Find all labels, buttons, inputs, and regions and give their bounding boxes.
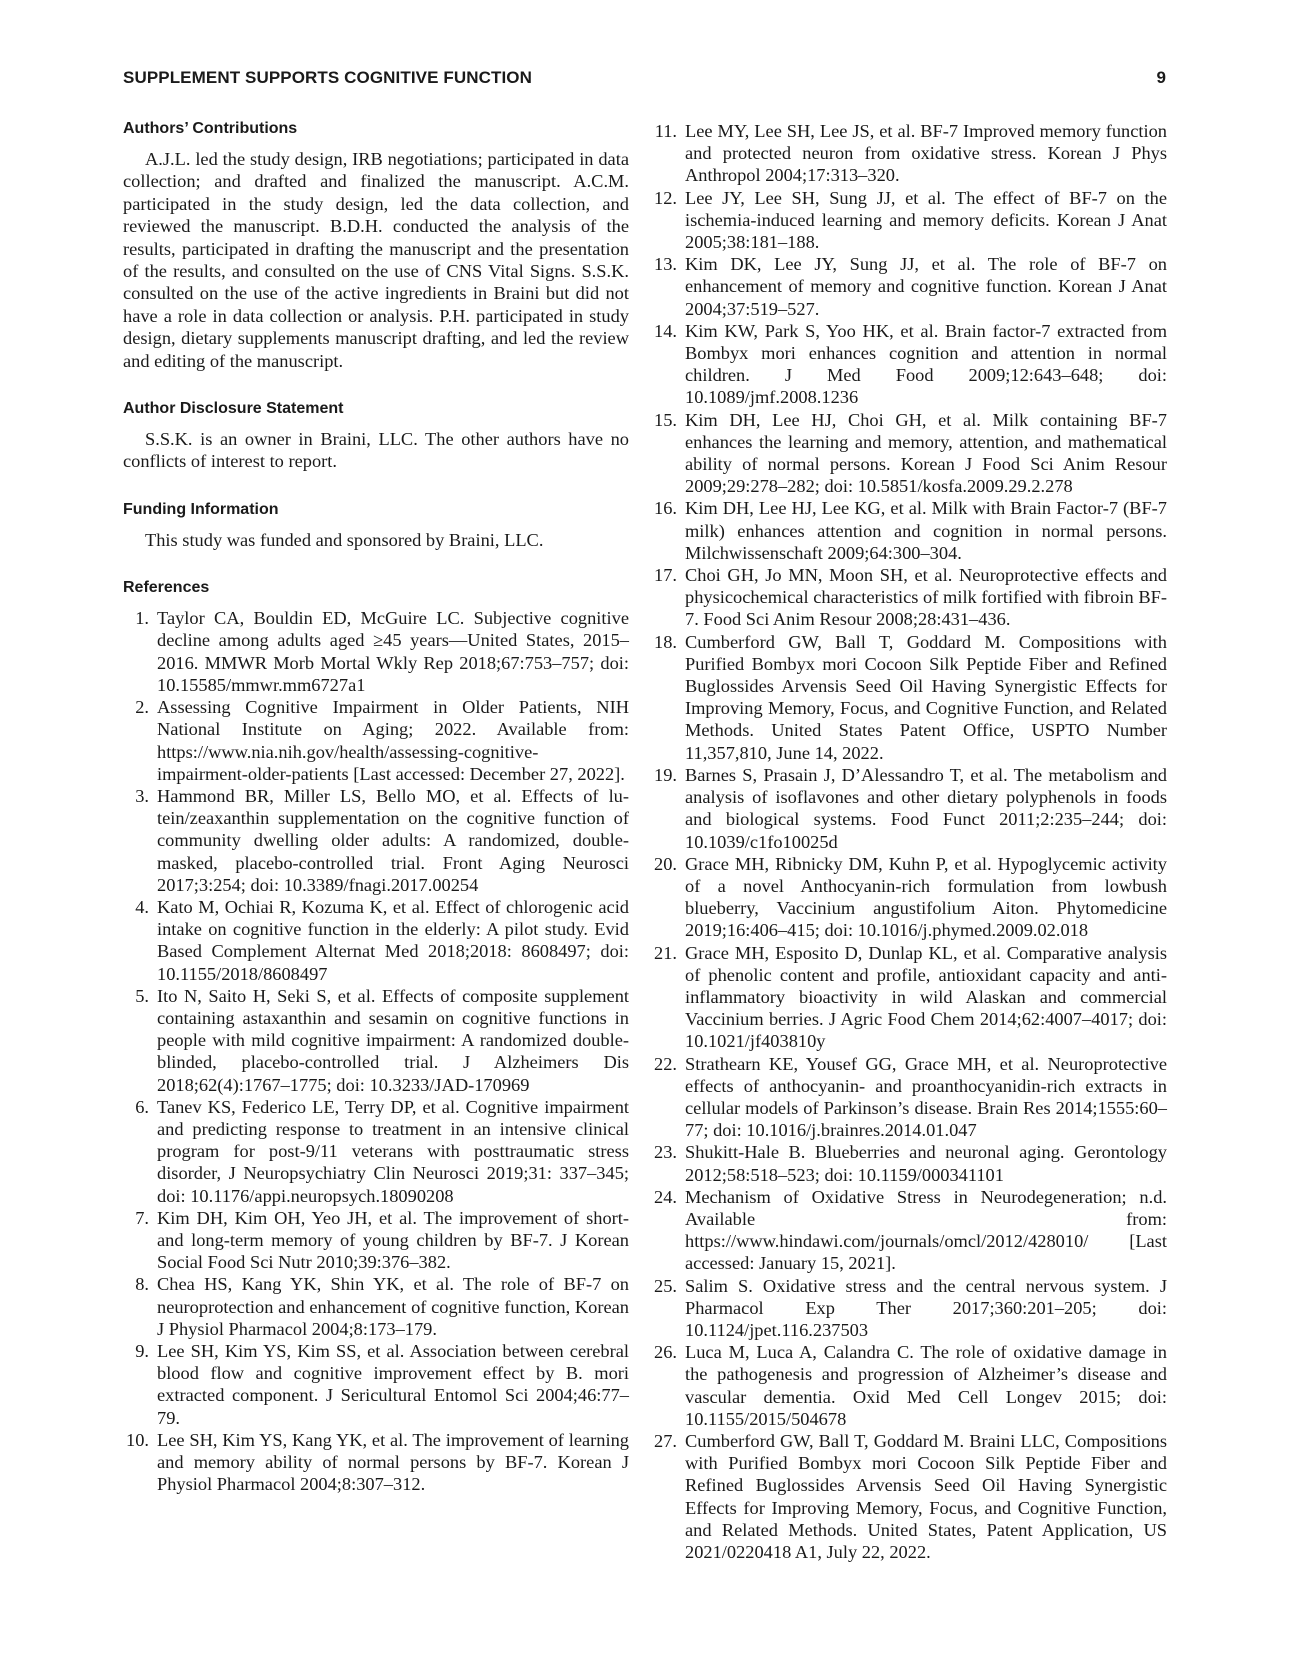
reference-item xyxy=(651,409,1167,498)
reference-number: 27. xyxy=(654,1430,677,1451)
reference-item xyxy=(651,1053,1167,1142)
reference-text: Tanev KS, Federico LE, Terry DP, et al. Cognitive impairment and predicting response to treatment in an intensive clinical program for post-9/11 veterans with posttraumatic stress disorder, J Neuropsychiatry Clin Neurosci 2019;31: 337–345; doi: 10.1176/appi.neuropsych.18090208 xyxy=(157,1096,629,1206)
funding-text: This study was funded and sponsored by Braini, LLC. xyxy=(145,529,544,550)
reference-number: 18. xyxy=(654,631,677,652)
reference-number: 7. xyxy=(135,1207,149,1228)
reference-item xyxy=(651,253,1167,320)
reference-text: Kim DK, Lee JY, Sung JJ, et al. The role of BF-7 on enhancement of memory and cognitive function. Korean J Anat 2004;37:519–527. xyxy=(685,254,1167,319)
reference-text: Mechanism of Oxidative Stress in Neurodegeneration; n.d. Available from: https://www.hindawi.com/journals/omcl/2012/428010/ [Last accessed: January 15, 2021]. xyxy=(685,1186,1167,1274)
reference-number: 12. xyxy=(654,187,677,208)
reference-item xyxy=(123,1096,629,1207)
reference-number: 16. xyxy=(654,498,677,519)
references-heading: References xyxy=(123,579,210,597)
reference-number: 13. xyxy=(654,254,677,275)
reference-item xyxy=(651,497,1167,564)
reference-number: 3. xyxy=(135,785,149,806)
reference-number: 19. xyxy=(654,764,677,785)
reference-number: 2. xyxy=(135,697,149,718)
reference-item xyxy=(123,896,629,985)
reference-number: 4. xyxy=(135,896,149,917)
authors-contributions-text: A.J.L. led the study design, IRB negotiations; participated in data collection; and drafted and finalized the manuscript. A.C.M. participated in the study design, led the data collection, and reviewed the manuscript. B.D.H. conducted the analysis of the results, participated in drafting the manuscript and the presentation of the results, and consulted on the use of CNS Vital Signs. S.S.K. consulted on the use of the active ingredients in Braini but did not have a role in data collection or analysis. P.H. participated in study design, dietary supplements manuscript drafting, and led the review and editing of the manuscript. xyxy=(123,149,629,371)
reference-item xyxy=(651,564,1167,631)
reference-item xyxy=(651,187,1167,254)
reference-text: Barnes S, Prasain J, D’Alessandro T, et al. The metabolism and analysis of isoflavones and other dietary polyphenols in foods and biological systems. Food Funct 2011;2:235–244; doi: 10.1039/c1fo10025d xyxy=(685,764,1167,852)
reference-text: Kato M, Ochiai R, Kozuma K, et al. Effect of chlorogenic acid intake on cognitive function in the elderly: A pilot study. Evid Based Complement Alternat Med 2018;2018: 8608497; doi: 10.1155/2018/8608497 xyxy=(157,896,629,984)
reference-list-left xyxy=(123,607,629,1495)
reference-item xyxy=(651,1186,1167,1275)
reference-text: Lee SH, Kim YS, Kang YK, et al. The improvement of learning and memory ability of normal persons by BF-7. Korean J Physiol Pharmacol 2004;8:307–312. xyxy=(157,1429,629,1495)
reference-text: Kim DH, Kim OH, Yeo JH, et al. The improvement of short- and long-term memory of young children by BF-7. J Korean Social Food Sci Nutr 2010;39:376–382. xyxy=(157,1207,629,1273)
reference-item xyxy=(651,1141,1167,1185)
reference-item xyxy=(651,120,1167,187)
funding-heading: Funding Information xyxy=(123,500,279,518)
reference-text: Luca M, Luca A, Calandra C. The role of oxidative damage in the pathogenesis and progression of Alzheimer’s disease and vascular dementia. Oxid Med Cell Longev 2015; doi: 10.1155/2015/504678 xyxy=(685,1342,1167,1429)
reference-item xyxy=(651,1275,1167,1342)
reference-number: 1. xyxy=(135,608,149,629)
reference-item xyxy=(651,1430,1167,1563)
reference-number: 5. xyxy=(135,985,149,1006)
reference-item xyxy=(123,607,629,696)
reference-number: 11. xyxy=(654,121,677,141)
reference-item xyxy=(123,1340,629,1429)
reference-text: Kim DH, Lee HJ, Choi GH, et al. Milk containing BF-7 enhances the learning and memory, attention, and mathematical ability of normal persons. Korean J Food Sci Anim Resour 2009;29:278–282; doi: 10.5851/kosfa.2009.29.2.278 xyxy=(685,409,1167,497)
reference-text: Ito N, Saito H, Seki S, et al. Effects of composite supplement containing astaxanthin and sesamin on cognitive functions in people with mild cognitive impairment: A randomized double-blinded, placebo-controlled trial. J Alzheimers Dis 2018;62(4):1767–1775; doi: 10.3233/JAD-170969 xyxy=(157,985,629,1095)
reference-item xyxy=(651,631,1167,764)
reference-text: Cumberford GW, Ball T, Goddard M. Braini LLC, Compositions with Purified Bombyx mori Cocoon Silk Peptide Fiber and Refined Buglossides Arvensis Seed Oil Having Synergistic Effects for Improving Memory, Focus, and Cognitive Function, and Related Methods. United States, Patent Application, US 2021/0220418 A1, July 22, 2022. xyxy=(685,1430,1167,1562)
reference-text: Assessing Cognitive Impairment in Older Patients, NIH National Institute on Aging; 2022. Available from: https://www.nia.nih.gov/health/assessing-cognitive-impairment-older-patients [Last accessed: December 27, 2022]. xyxy=(157,697,629,784)
reference-item xyxy=(651,320,1167,409)
reference-text: Grace MH, Esposito D, Dunlap KL, et al. Comparative analysis of phenolic content and profile, antioxidant capacity and anti-inflammatory bioactivity in wild Alaskan and commercial Vaccinium berries. J Agric Food Chem 2014;62:4007–4017; doi: 10.1021/jf403810y xyxy=(685,942,1167,1052)
reference-text: Choi GH, Jo MN, Moon SH, et al. Neuroprotective effects and physicochemical characteristics of milk fortified with fibroin BF-7. Food Sci Anim Resour 2008;28:431–436. xyxy=(685,565,1167,630)
authors-contributions-heading: Authors’ Contributions xyxy=(123,120,298,137)
reference-text: Kim DH, Lee HJ, Lee KG, et al. Milk with Brain Factor-7 (BF-7 milk) enhances attention and cognition in normal persons. Milchwissenschaft 2009;64:300–304. xyxy=(685,498,1167,563)
reference-number: 14. xyxy=(654,320,677,341)
disclosure-section xyxy=(123,398,629,473)
reference-item xyxy=(651,764,1167,853)
reference-text: Taylor CA, Bouldin ED, McGuire LC. Subjective cognitive decline among adults aged ≥45 years—United States, 2015–2016. MMWR Morb Mortal Wkly Rep 2018;67:753–757; doi: 10.15585/mmwr.mm6727a1 xyxy=(157,608,629,695)
reference-text: Kim KW, Park S, Yoo HK, et al. Brain factor-7 extracted from Bombyx mori enhances cognition and attention in normal children. J Med Food 2009;12:643–648; doi: 10.1089/jmf.2008.1236 xyxy=(685,320,1167,408)
reference-number: 17. xyxy=(654,565,677,586)
reference-item xyxy=(123,1429,629,1496)
reference-item xyxy=(651,853,1167,942)
reference-item xyxy=(123,785,629,896)
right-column xyxy=(651,120,1167,1563)
reference-text: Lee JY, Lee SH, Sung JJ, et al. The effect of BF-7 on the ischemia-induced learning and memory deficits. Korean J Anat 2005;38:181–188. xyxy=(685,187,1167,253)
reference-number: 25. xyxy=(654,1275,677,1296)
reference-number: 15. xyxy=(654,409,677,430)
reference-text: Grace MH, Ribnicky DM, Kuhn P, et al. Hypoglycemic activity of a novel Anthocyanin-rich formulation from lowbush blueberry, Vaccinium angustifolium Aiton. Phytomedicine 2019;16:406–415; doi: 10.1016/j.phymed.2009.02.018 xyxy=(685,853,1167,941)
reference-text: Salim S. Oxidative stress and the central nervous system. J Pharmacol Exp Ther 2017;360:201–205; doi: 10.1124/jpet.116.237503 xyxy=(685,1275,1167,1340)
left-column xyxy=(123,118,629,1495)
reference-item xyxy=(123,696,629,785)
reference-item xyxy=(651,1341,1167,1430)
reference-number: 21. xyxy=(654,942,677,963)
reference-item xyxy=(123,1273,629,1340)
running-title: SUPPLEMENT SUPPORTS COGNITIVE FUNCTION xyxy=(123,68,532,87)
references-section xyxy=(123,577,629,1495)
reference-item xyxy=(651,942,1167,1053)
reference-item xyxy=(123,985,629,1096)
reference-number: 6. xyxy=(135,1096,149,1117)
reference-text: Hammond BR, Miller LS, Bello MO, et al. Effects of lutein/zeaxanthin supplementation on the cognitive function of community dwelling older adults: A randomized, double-masked, placebo-controlled trial. Front Aging Neurosci 2017;3:254; doi: 10.3389/fnagi.2017.00254 xyxy=(157,785,629,895)
reference-number: 26. xyxy=(654,1342,677,1363)
reference-text: Strathearn KE, Yousef GG, Grace MH, et al. Neuroprotective effects of anthocyanin- and proanthocyanidin-rich extracts in cellular models of Parkinson’s disease. Brain Res 2014;1555:60–77; doi: 10.1016/j.brainres.2014.01.047 xyxy=(685,1053,1167,1141)
reference-list-right xyxy=(651,120,1167,1563)
reference-text: Lee MY, Lee SH, Lee JS, et al. BF-7 Improved memory function and protected neuron from oxidative stress. Korean J Phys Anthropol 2004;17:313–320. xyxy=(685,121,1167,186)
reference-number: 20. xyxy=(654,853,677,874)
authors-contributions-section xyxy=(123,118,629,372)
reference-item xyxy=(123,1207,629,1274)
reference-number: 8. xyxy=(135,1274,149,1295)
reference-number: 22. xyxy=(654,1053,677,1074)
reference-number: 10. xyxy=(126,1429,149,1450)
reference-text: Lee SH, Kim YS, Kim SS, et al. Association between cerebral blood flow and cognitive improvement effect by B. mori extracted component. J Sericultural Entomol Sci 2004;46:77–79. xyxy=(157,1340,629,1428)
funding-section xyxy=(123,499,629,551)
reference-number: 23. xyxy=(654,1142,677,1163)
disclosure-text: S.S.K. is an owner in Braini, LLC. The other authors have no conflicts of interest to report. xyxy=(123,429,629,472)
reference-text: Cumberford GW, Ball T, Goddard M. Compositions with Purified Bombyx mori Cocoon Silk Peptide Fiber and Refined Buglossides Arvensis Seed Oil Having Synergistic Effects for Improving Memory, Focus, and Cognitive Function, and Related Methods. United States Patent Office, USPTO Number 11,357,810, June 14, 2022. xyxy=(685,631,1167,763)
reference-text: Shukitt-Hale B. Blueberries and neuronal aging. Gerontology 2012;58:518–523; doi: 10.1159/000341101 xyxy=(685,1142,1167,1185)
reference-text: Chea HS, Kang YK, Shin YK, et al. The role of BF-7 on neuroprotection and enhancement of cognitive function, Korean J Physiol Pharmacol 2004;8:173–179. xyxy=(157,1274,629,1339)
reference-number: 24. xyxy=(654,1186,677,1207)
disclosure-heading: Author Disclosure Statement xyxy=(123,400,344,418)
reference-number: 9. xyxy=(135,1340,149,1361)
page-number: 9 xyxy=(1156,68,1166,87)
